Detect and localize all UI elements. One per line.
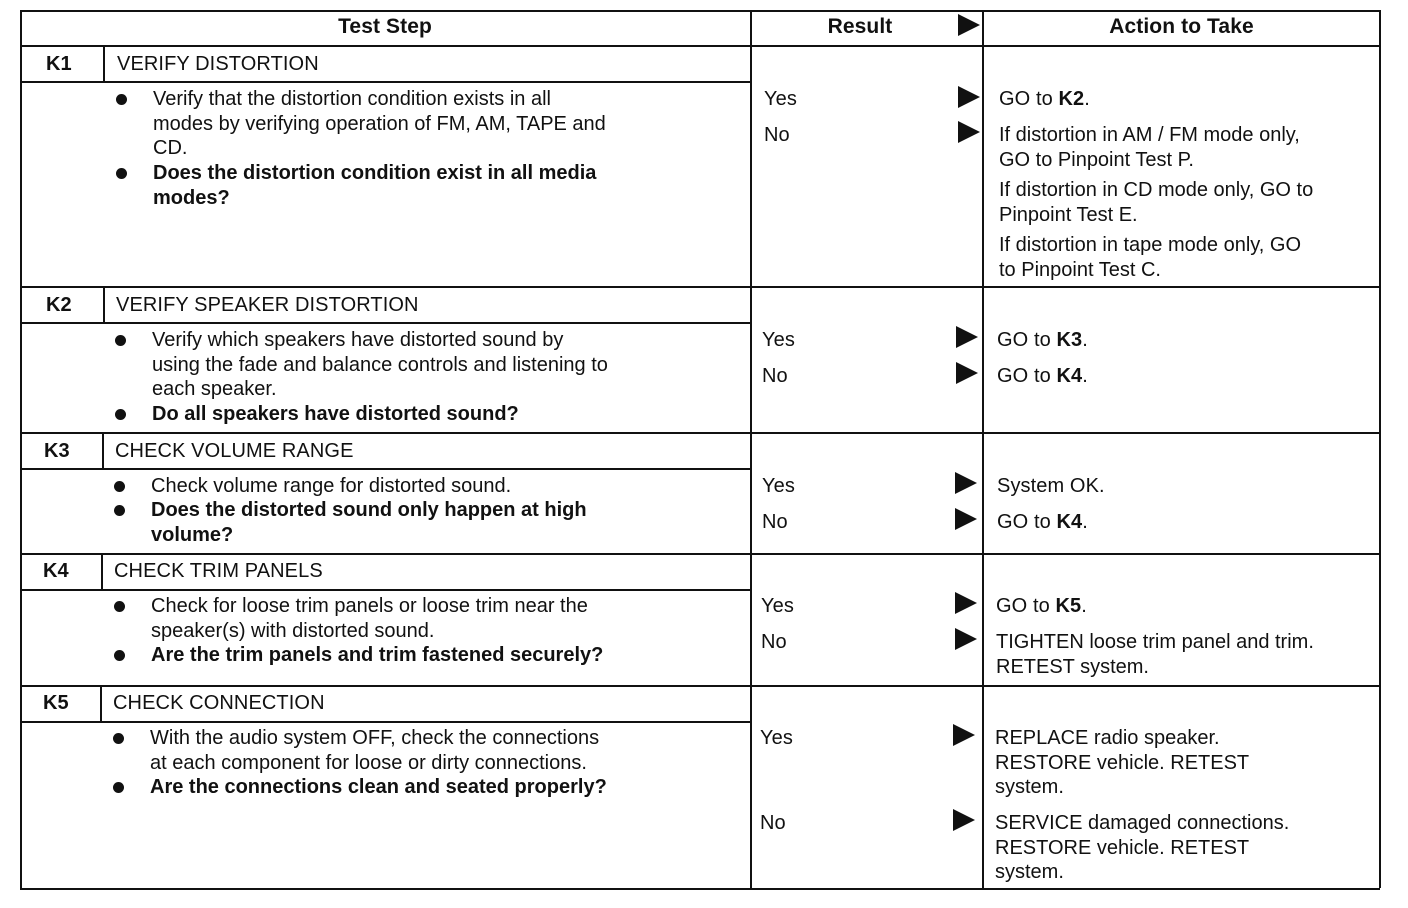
arrow-icon (955, 508, 977, 530)
header-test-step: Test Step (338, 15, 432, 38)
bullet-icon (116, 94, 127, 105)
k1-title-border (20, 81, 750, 83)
k4-yes-action: GO to K5. (996, 595, 1087, 617)
k2-no-action: GO to K4. (997, 365, 1088, 387)
header-action: Action to Take (1109, 15, 1254, 38)
action-column-divider (982, 10, 984, 890)
step-id-k5: K5 (43, 692, 69, 714)
k4-bullet2: Are the trim panels and trim fastened securely? (151, 644, 604, 666)
k3-id-divider (102, 432, 104, 468)
step-title-k2: VERIFY SPEAKER DISTORTION (116, 294, 419, 316)
step-id-k4: K4 (43, 560, 69, 582)
k1-bullet1: Verify that the distortion condition exists in all modes by verifying operation of FM, AM, TAPE and CD. (153, 88, 606, 159)
bullet-icon (114, 650, 125, 661)
header-arrow-icon (958, 14, 980, 36)
k5-yes-action: REPLACE radio speaker. RESTORE vehicle. RETEST system. (995, 727, 1250, 798)
step-title-k1: VERIFY DISTORTION (117, 53, 319, 75)
k1-bottom-border (20, 286, 1380, 288)
step-id-k3: K3 (44, 440, 70, 462)
bullet-icon (113, 782, 124, 793)
table-left-border (20, 10, 22, 888)
k1-yes: Yes (764, 88, 797, 110)
arrow-icon (958, 121, 980, 143)
header-result: Result (827, 15, 893, 38)
k3-no-action: GO to K4. (997, 511, 1088, 533)
k3-title-border (20, 468, 750, 470)
arrow-icon (958, 86, 980, 108)
table-bottom-border (20, 888, 1380, 890)
k1-no-action: If distortion in AM / FM mode only, GO to Pinpoint Test P. (999, 124, 1300, 171)
k3-bullet2: Does the distorted sound only happen at high volume? (151, 499, 587, 546)
arrow-icon (955, 472, 977, 494)
k4-no: No (761, 631, 787, 653)
k2-bottom-border (20, 432, 1380, 434)
k2-no: No (762, 365, 788, 387)
step-id-k1: K1 (46, 53, 72, 75)
table-right-border (1379, 10, 1381, 888)
k2-yes-action: GO to K3. (997, 329, 1088, 351)
k2-yes: Yes (762, 329, 795, 351)
header-bottom-border (20, 45, 1380, 47)
k5-id-divider (100, 685, 102, 721)
bullet-icon (114, 505, 125, 516)
k1-no-action-tape: If distortion in tape mode only, GO to Pinpoint Test C. (999, 234, 1302, 281)
step-title-k3: CHECK VOLUME RANGE (115, 440, 354, 462)
k5-no-action: SERVICE damaged connections. RESTORE vehicle. RETEST system. (995, 812, 1290, 883)
k3-bottom-border (20, 553, 1380, 555)
k1-no: No (764, 124, 790, 146)
k4-bottom-border (20, 685, 1380, 687)
bullet-icon (113, 733, 124, 744)
k2-id-divider (103, 286, 105, 322)
arrow-icon (955, 592, 977, 614)
arrow-icon (953, 809, 975, 831)
k4-bullet1: Check for loose trim panels or loose trim near the speaker(s) with distorted sound. (151, 595, 588, 642)
k1-id-divider (103, 45, 105, 81)
k4-no-action: TIGHTEN loose trim panel and trim. RETEST system. (996, 631, 1314, 678)
k4-yes: Yes (761, 595, 794, 617)
k3-no: No (762, 511, 788, 533)
k5-bullet1: With the audio system OFF, check the connections at each component for loose or dirty connections. (150, 727, 600, 774)
bullet-icon (114, 601, 125, 612)
k2-bullet2: Do all speakers have distorted sound? (152, 403, 519, 425)
k5-bullet2: Are the connections clean and seated properly? (150, 776, 607, 798)
k3-yes: Yes (762, 475, 795, 497)
bullet-icon (114, 481, 125, 492)
k2-bullet1: Verify which speakers have distorted sound by using the fade and balance controls and listening to each speaker. (152, 329, 608, 400)
step-title-k4: CHECK TRIM PANELS (114, 560, 323, 582)
k3-yes-action: System OK. (997, 475, 1105, 497)
bullet-icon (115, 409, 126, 420)
arrow-icon (955, 628, 977, 650)
k5-title-border (20, 721, 750, 723)
bullet-icon (115, 335, 126, 346)
k5-yes: Yes (760, 727, 793, 749)
k2-title-border (20, 322, 750, 324)
bullet-icon (116, 168, 127, 179)
result-column-divider (750, 10, 752, 890)
table-top-border (20, 10, 1380, 12)
step-id-k2: K2 (46, 294, 72, 316)
k1-yes-action: GO to K2. (999, 88, 1090, 110)
k4-title-border (20, 589, 750, 591)
k5-no: No (760, 812, 786, 834)
step-title-k5: CHECK CONNECTION (113, 692, 325, 714)
k4-id-divider (101, 553, 103, 589)
arrow-icon (953, 724, 975, 746)
k3-bullet1: Check volume range for distorted sound. (151, 475, 512, 497)
arrow-icon (956, 326, 978, 348)
arrow-icon (956, 362, 978, 384)
k1-no-action-cd: If distortion in CD mode only, GO to Pinpoint Test E. (999, 179, 1314, 226)
k1-bullet2: Does the distortion condition exist in all media modes? (153, 162, 597, 209)
